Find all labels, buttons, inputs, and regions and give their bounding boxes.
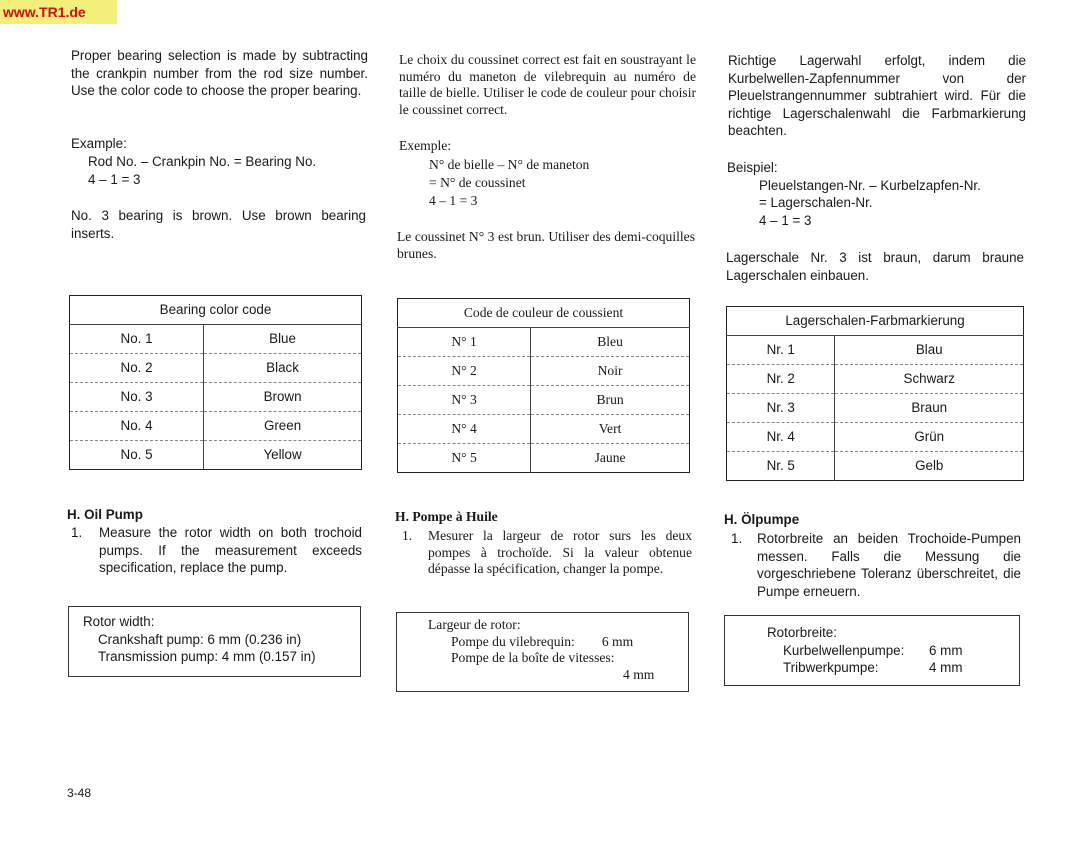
fr-intro: Le choix du coussinet correct est fait en soustrayant le numéro du maneton de vilebrequin au numéro de taille de bielle. Utiliser le code de couleur pour choisir le coussinet correct. [399,52,696,117]
table-row [70,441,362,470]
de-result: Lagerschale Nr. 3 ist braun, darum braune Lagerschalen einbauen. [726,250,1024,283]
de-step [731,530,1021,600]
table-row [727,452,1024,481]
fr-spec-line1-label: Pompe du vilebrequin: [451,633,575,649]
page-number: 3-48 [67,786,92,800]
de-step-number: 1. [731,531,743,546]
en-row-no: No. 5 [70,441,204,470]
en-row-color: Brown [204,383,362,412]
de-intro: Richtige Lagerwahl erfolgt, indem die Kurbelwellen-Zapfennummer von der Pleuelstrangennummer subtrahiert wird. Für die richtige Lagerschalenwahl die Farbmarkierung beachten. [728,53,1026,138]
table-row [727,423,1024,452]
de-row-color: Schwarz [835,365,1024,394]
en-example-formula: Rod No. – Crankpin No. = Bearing No. [88,154,317,169]
en-row-no: No. 3 [70,383,204,412]
fr-example-formula2: = N° de coussinet [429,175,526,190]
de-row-no: Nr. 5 [727,452,835,481]
fr-row-color: Brun [531,386,690,415]
en-table-header: Bearing color code [70,296,362,325]
fr-row-no: N° 5 [398,444,531,473]
de-example-formula2: = Lagerschalen-Nr. [759,195,873,210]
de-step-text: Rotorbreite an beiden Trochoide-Pumpen messen. Falls die Messung die vorgeschriebene Toleranz überschreitet, die Pumpe erneuern. [757,531,1021,599]
fr-spec-line1 [428,634,688,651]
de-spec-line1-label: Kurbelwellenpumpe: [783,642,905,658]
en-spec-line1: Crankshaft pump: 6 mm (0.236 in) [98,631,302,647]
fr-row-no: N° 3 [398,386,531,415]
de-row-no: Nr. 3 [727,394,835,423]
fr-step-number: 1. [402,528,413,543]
de-row-no: Nr. 2 [727,365,835,394]
en-row-no: No. 2 [70,354,204,383]
site-link[interactable]: www.TR1.de [0,0,117,24]
fr-spec-box [396,612,689,692]
fr-row-color: Noir [531,357,690,386]
en-step-text: Measure the rotor width on both trochoid pumps. If the measurement exceeds specification, replace the pump. [99,525,362,575]
de-example-label: Beispiel: [727,160,778,175]
de-row-color: Blau [835,336,1024,365]
en-example-calc: 4 – 1 = 3 [88,172,141,187]
de-spec-line2-label: Tribwerkpumpe: [783,660,879,675]
table-row [70,354,362,383]
table-row [727,365,1024,394]
fr-spec-title: Largeur de rotor: [428,617,521,632]
en-result: No. 3 bearing is brown. Use brown bearing inserts. [71,208,366,241]
de-row-no: Nr. 4 [727,423,835,452]
table-row [398,328,690,357]
table-row [398,415,690,444]
fr-result: Le coussinet N° 3 est brun. Utiliser des demi-coquilles brunes. [397,229,695,261]
fr-example-label: Exemple: [399,138,452,153]
table-row [398,357,690,386]
de-row-color: Gelb [835,452,1024,481]
table-row [398,386,690,415]
fr-step [402,528,692,578]
table-row [727,394,1024,423]
de-spec-title: Rotorbreite: [767,625,837,640]
en-step [71,524,362,577]
fr-example-calc: 4 – 1 = 3 [429,193,478,208]
table-row [70,412,362,441]
en-spec-line2: Transmission pump: 4 mm (0.157 in) [98,649,316,664]
de-row-no: Nr. 1 [727,336,835,365]
table-row [727,336,1024,365]
de-spec-line1-value: 6 mm [929,642,963,658]
en-row-no: No. 4 [70,412,204,441]
french-column [380,0,710,850]
fr-table-header: Code de couleur de coussient [398,299,690,328]
en-example-label: Example: [71,136,127,151]
de-color-table [726,306,1024,481]
fr-row-color: Jaune [531,444,690,473]
table-row [398,444,690,473]
de-spec-line1 [767,642,1019,660]
german-column [710,0,1091,850]
fr-step-text: Mesurer la largeur de rotor surs les deux pompes à trochoïde. Si la valeur obtenue dépasse la spécification, changer la pompe. [428,528,692,576]
table-row [70,325,362,354]
de-example-formula: Pleuelstangen-Nr. – Kurbelzapfen-Nr. [759,178,981,193]
de-row-color: Braun [835,394,1024,423]
en-spec-title: Rotor width: [83,614,155,629]
de-table-header: Lagerschalen-Farbmarkierung [727,307,1024,336]
fr-spec-line2-value: 4 mm [623,666,655,682]
de-section-heading: H. Ölpumpe [724,512,800,527]
en-color-table [69,295,362,470]
fr-spec-line2-label: Pompe de la boîte de vitesses: [451,650,615,665]
de-row-color: Grün [835,423,1024,452]
en-spec-box [68,606,361,677]
en-row-no: No. 1 [70,325,204,354]
de-spec-line2-value: 4 mm [929,660,963,675]
fr-row-color: Vert [531,415,690,444]
fr-row-no: N° 2 [398,357,531,386]
fr-section-heading: H. Pompe à Huile [395,509,498,524]
de-example-calc: 4 – 1 = 3 [759,213,812,228]
english-column [0,0,380,850]
fr-row-no: N° 4 [398,415,531,444]
fr-row-no: N° 1 [398,328,531,357]
en-intro: Proper bearing selection is made by subtracting the crankpin number from the rod size number. Use the color code to choose the proper bearing. [71,48,368,98]
fr-row-color: Bleu [531,328,690,357]
en-step-number: 1. [71,525,83,540]
fr-spec-line1-value: 6 mm [601,633,634,649]
en-row-color: Green [204,412,362,441]
en-row-color: Black [204,354,362,383]
fr-color-table [397,298,690,473]
en-row-color: Blue [204,325,362,354]
de-spec-box [724,615,1020,686]
en-section-heading: H. Oil Pump [67,507,143,522]
table-row [70,383,362,412]
fr-example-formula: N° de bielle – N° de maneton [429,157,590,172]
de-spec-line2 [767,659,1019,677]
en-row-color: Yellow [204,441,362,470]
